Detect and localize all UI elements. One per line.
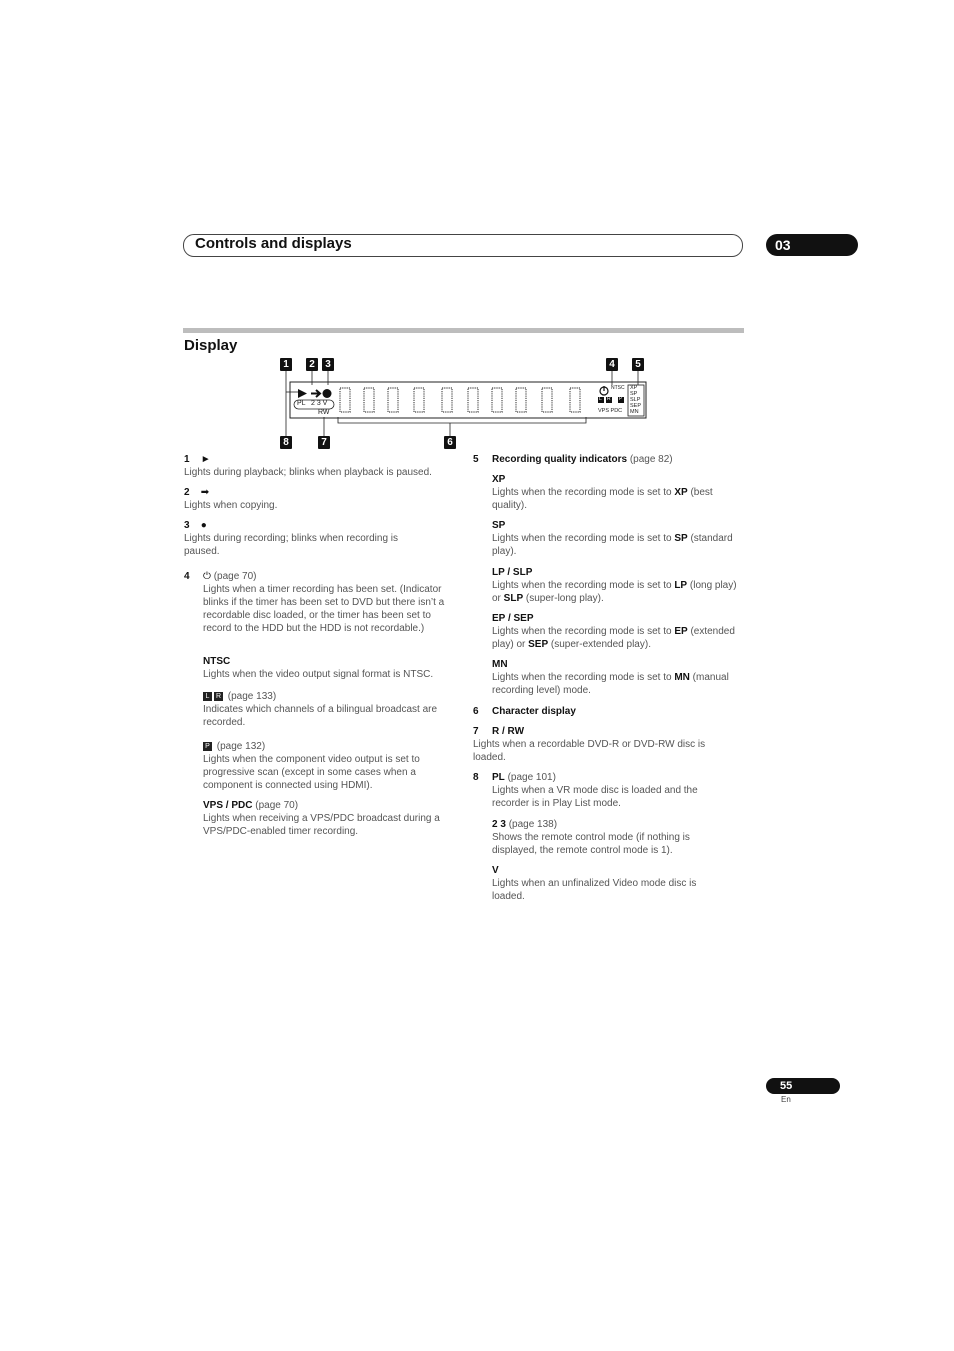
p-desc: Lights when the component video output is set to progressive scan (except in some cases when a component is connected using HDMI). — [203, 754, 420, 791]
sp-desc-a: Lights when the recording mode is set to — [492, 533, 675, 544]
lp-desc-c: (long play) or — [492, 580, 737, 604]
item-23 — [492, 818, 722, 857]
r-channel-icon: R — [215, 692, 222, 700]
section-rule — [183, 328, 744, 333]
item-ep — [492, 612, 737, 651]
lp-title: LP / SLP — [492, 567, 533, 578]
xp-desc-c: (best quality). — [492, 487, 713, 511]
panel-digits: 2 3 V — [311, 400, 328, 407]
panel-quality-mn: MN — [630, 409, 639, 415]
v-desc: Lights when an unfinalized Video mode disc is loaded. — [492, 878, 697, 902]
panel-p: P — [619, 396, 623, 402]
panel-r: R — [607, 396, 611, 402]
vps-title: VPS / PDC — [203, 800, 253, 811]
item-5 — [473, 453, 748, 466]
vps-desc: Lights when receiving a VPS/PDC broadcast during a VPS/PDC-enabled timer recording. — [203, 813, 440, 837]
mn-desc-c: (manual recording level) mode. — [492, 672, 729, 696]
panel-pl: PL — [297, 400, 306, 407]
panel-ntsc: NTSC — [611, 385, 625, 391]
mn-desc-b: MN — [674, 672, 690, 683]
item-5-page: (page 82) — [629, 454, 673, 465]
item-7 — [473, 725, 728, 764]
vps-page: (page 70) — [255, 800, 299, 811]
item-1-desc: Lights during playback; blinks when playback is paused. — [184, 467, 432, 478]
ep-title: EP / SEP — [492, 613, 534, 624]
page-number: 55 — [766, 1078, 840, 1094]
ep-desc-b: EP — [674, 626, 688, 637]
lr-page: (page 133) — [227, 691, 277, 702]
item-8 — [473, 771, 748, 810]
item-8-title: PL — [492, 772, 505, 783]
item-p — [203, 740, 478, 792]
item-4 — [184, 570, 459, 635]
item-lp — [492, 566, 737, 605]
item-vps — [203, 799, 478, 838]
sp-desc-b: SP — [674, 533, 688, 544]
n23-desc: Shows the remote control mode (if nothing is displayed, the remote control mode is 1). — [492, 832, 690, 856]
panel-quality-slp: SLP — [630, 397, 641, 403]
item-ntsc — [203, 655, 478, 681]
item-3-desc: Lights during recording; blinks when recording is paused. — [184, 533, 399, 557]
lp-desc-a: Lights when the recording mode is set to — [492, 580, 675, 591]
item-mn — [492, 658, 737, 697]
item-v — [492, 864, 727, 903]
panel-vps: VPS PDC — [598, 408, 623, 414]
item-4-num: 4 — [184, 571, 190, 582]
callout-4: 4 — [606, 358, 618, 371]
xp-desc-b: XP — [674, 487, 688, 498]
ep-desc-d: SEP — [528, 639, 549, 650]
sp-title: SP — [492, 520, 506, 531]
mn-title: MN — [492, 659, 508, 670]
item-2-num: 2 — [184, 487, 190, 498]
item-7-num: 7 — [473, 726, 479, 737]
progressive-icon: P — [203, 742, 212, 751]
panel-l: L — [599, 396, 602, 402]
item-5-title: Recording quality indicators — [492, 454, 628, 465]
p-page: (page 132) — [216, 741, 266, 752]
callout-3: 3 — [322, 358, 334, 371]
panel-quality-sp: SP — [630, 391, 638, 397]
callout-1: 1 — [280, 358, 292, 371]
display-panel-svg — [278, 355, 658, 455]
panel-quality-sep: SEP — [630, 403, 642, 409]
item-lr — [203, 690, 478, 729]
item-7-title: R / RW — [492, 726, 525, 737]
section-title: Display — [184, 337, 238, 354]
sp-desc-c: (standard play). — [492, 533, 733, 557]
l-channel-icon: L — [203, 692, 212, 701]
callout-5: 5 — [632, 358, 644, 371]
callout-6: 6 — [444, 436, 456, 449]
record-icon: ● — [200, 520, 207, 531]
item-1-num: 1 — [184, 454, 190, 465]
language-label: En — [781, 1095, 791, 1104]
item-8-desc: Lights when a VR mode disc is loaded and the recorder is in Play List mode. — [492, 785, 698, 809]
item-8-page: (page 101) — [507, 772, 556, 783]
panel-quality-xp: XP — [630, 385, 638, 391]
item-1 — [184, 453, 459, 479]
item-4-page: (page 70) — [213, 571, 257, 582]
item-3 — [184, 519, 459, 558]
ntsc-desc: Lights when the video output signal format is NTSC. — [203, 669, 434, 680]
item-6-num: 6 — [473, 706, 479, 717]
display-diagram — [278, 355, 658, 455]
item-3-num: 3 — [184, 520, 190, 531]
callout-8: 8 — [280, 436, 292, 449]
play-icon: ► — [200, 454, 211, 465]
item-xp — [492, 473, 737, 512]
item-7-desc: Lights when a recordable DVD-R or DVD-RW disc is loaded. — [473, 739, 706, 763]
item-8-num: 8 — [473, 772, 479, 783]
callout-7: 7 — [318, 436, 330, 449]
copy-arrow-icon: ➡ — [200, 487, 210, 498]
item-4-desc: Lights when a timer recording has been set. (Indicator blinks if the timer has been set to DVD but there isn’t a recordable disc loaded, or the timer has been set to record to the HDD but the HDD is not recordable.) — [203, 584, 445, 634]
xp-title: XP — [492, 474, 506, 485]
ep-desc-a: Lights when the recording mode is set to — [492, 626, 675, 637]
item-6-title: Character display — [492, 706, 576, 717]
v-title: V — [492, 865, 499, 876]
mn-desc-a: Lights when the recording mode is set to — [492, 672, 675, 683]
item-5-num: 5 — [473, 454, 479, 465]
chapter-badge: 03 — [766, 234, 858, 256]
callout-2: 2 — [306, 358, 318, 371]
item-2 — [184, 486, 459, 512]
lr-desc: Indicates which channels of a bilingual broadcast are recorded. — [203, 704, 438, 728]
lp-desc-b: LP — [674, 580, 688, 591]
item-6 — [473, 705, 748, 718]
ntsc-title: NTSC — [203, 656, 231, 667]
item-sp — [492, 519, 737, 558]
n23-page: (page 138) — [508, 819, 558, 830]
page-title: Controls and displays — [195, 235, 352, 252]
item-2-desc: Lights when copying. — [184, 500, 278, 511]
n23-title: 2 3 — [492, 819, 506, 830]
ep-desc-e: (super-extended play). — [548, 639, 651, 650]
lp-desc-d: SLP — [503, 593, 524, 604]
panel-rw: RW — [318, 409, 330, 416]
xp-desc-a: Lights when the recording mode is set to — [492, 487, 675, 498]
lp-desc-e: (super-long play). — [523, 593, 604, 604]
timer-icon: ⏻ — [203, 571, 211, 582]
panel-quality — [630, 385, 641, 415]
ep-desc-c: (extended play) or — [492, 626, 735, 650]
